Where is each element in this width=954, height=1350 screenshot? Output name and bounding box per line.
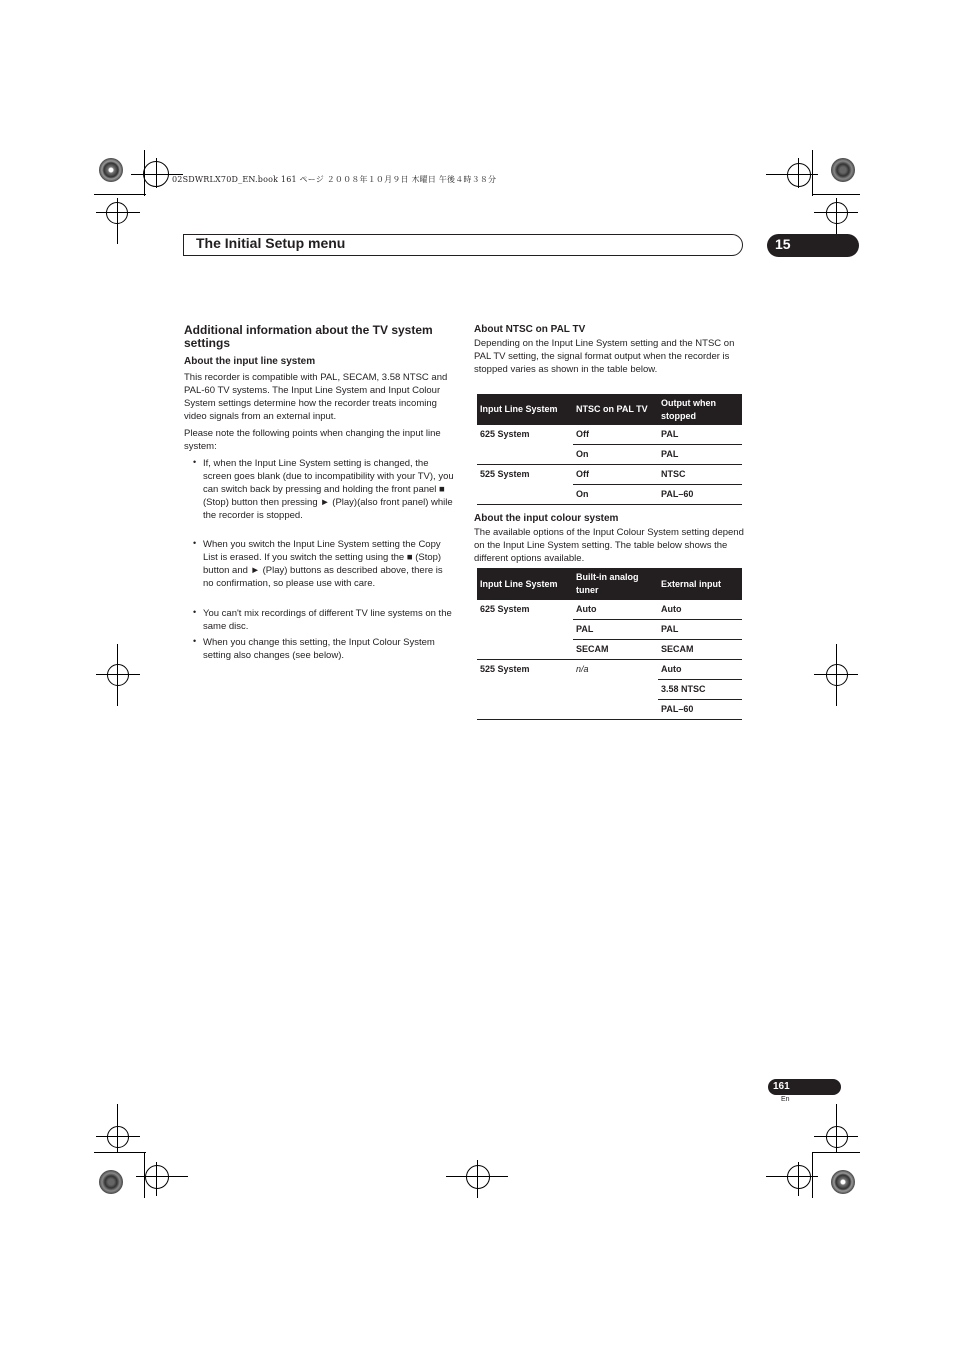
table-row [477,445,742,465]
table-row [477,425,742,445]
table-cell [573,680,658,700]
table-row [477,640,742,660]
table-cell: PAL [658,445,742,465]
registration-disc-icon [99,1170,123,1194]
column-header: Built-in analog tuner [573,568,658,600]
subsection-heading: About NTSC on PAL TV [474,324,586,335]
note-paragraph: Please note the following points when changing the input line system: [184,428,441,452]
table-cell: 625 System [480,429,530,440]
table-cell: Auto [658,660,742,680]
table-cell: SECAM [573,640,658,660]
registration-crosshair-icon [106,202,128,224]
table-row [477,680,742,700]
section-heading: Additional information about the TV system settings [184,323,433,350]
table-cell: PAL [658,620,742,640]
registration-crosshair-icon [826,1126,848,1148]
column-header: NTSC on PAL TV [573,394,658,425]
bullet-marker: • [193,607,197,617]
subsection-heading: About the input line system [184,356,316,367]
table-row [477,485,742,505]
table-cell [477,485,573,505]
table-header-row [477,568,742,600]
registration-crosshair-icon [826,202,848,224]
registration-disc-icon [831,1170,855,1194]
table-row [477,700,742,720]
registration-crosshair-icon [107,664,129,686]
table-row [477,660,742,680]
table-cell: PAL–60 [658,485,742,505]
registration-crosshair-icon [826,664,848,686]
page-number: 161 [773,1081,790,1092]
table-row [477,465,742,485]
list-item: You can't mix recordings of different TV line systems on the same disc. [203,608,452,632]
registration-crosshair-icon [787,163,811,187]
column-header: Output when stopped [658,394,742,425]
table-cell: Auto [573,600,658,620]
page-language: En [781,1096,790,1103]
table-cell [573,700,658,720]
table-cell [477,680,573,700]
file-info: 02SDWRLX70D_EN.book 161 ページ ２００８年１０月９日 木曜日 午後４時３８分 [172,175,497,184]
bullet-marker: • [193,457,197,467]
table-cell: 525 System [480,469,530,480]
table-cell [477,700,573,720]
bullet-marker: • [193,636,197,646]
table-cell [477,445,573,465]
registration-crosshair-icon [143,161,169,187]
registration-crosshair-icon [466,1165,490,1189]
table-header-row [477,394,742,425]
table-cell [477,640,573,660]
colour-paragraph: The available options of the Input Colour System setting depend on the Input Line System setting. The table below shows the different options available. [474,527,744,564]
chapter-number: 15 [775,236,791,252]
table-cell: 3.58 NTSC [658,680,742,700]
registration-crosshair-icon [107,1126,129,1148]
registration-disc-icon [831,158,855,182]
table-cell: Off [573,465,658,485]
table-cell: PAL [573,620,658,640]
column-header: Input Line System [477,394,573,425]
table-row [477,620,742,640]
table-cell: 525 System [480,664,530,675]
colour-system-table [477,568,742,720]
column-header: Input Line System [477,568,573,600]
ntsc-output-table [477,394,742,505]
registration-crosshair-icon [787,1165,811,1189]
bullet-marker: • [193,538,197,548]
list-item: When you change this setting, the Input Colour System setting also changes (see below). [203,637,435,661]
registration-disc-icon [99,158,123,182]
registration-crosshair-icon [145,1165,169,1189]
table-cell: Auto [658,600,742,620]
page-title: The Initial Setup menu [196,235,346,251]
list-item: If, when the Input Line System setting is changed, the screen goes blank (due to incompatibility with your TV), you can switch back by pressing and holding the front panel ■ (Stop) button then pressing ► (Play)(also front panel) while the recorder is stopped. [203,458,454,521]
table-cell: On [573,485,658,505]
table-cell: PAL [658,425,742,445]
subsection-heading: About the input colour system [474,513,619,524]
table-cell [477,620,573,640]
table-cell: Off [573,425,658,445]
table-cell: NTSC [658,465,742,485]
list-item: When you switch the Input Line System setting the Copy List is erased. If you switch the setting using the ■ (Stop) button and ► (Play) buttons as described above, there is no confirmation, so please use with care. [203,539,443,589]
table-cell: 625 System [480,604,530,615]
table-cell: n/a [576,664,589,675]
table-cell: On [573,445,658,465]
column-header: External input [658,568,742,600]
table-cell: SECAM [658,640,742,660]
ntsc-paragraph: Depending on the Input Line System setting and the NTSC on PAL TV setting, the signal format output when the recorder is stopped varies as shown in the table below. [474,338,735,375]
table-row [477,600,742,620]
intro-paragraph: This recorder is compatible with PAL, SECAM, 3.58 NTSC and PAL-60 TV systems. The Input Line System and Input Colour System settings determine how the recorder treats incoming video signals from an external input. [184,372,448,422]
table-cell: PAL–60 [658,700,742,720]
